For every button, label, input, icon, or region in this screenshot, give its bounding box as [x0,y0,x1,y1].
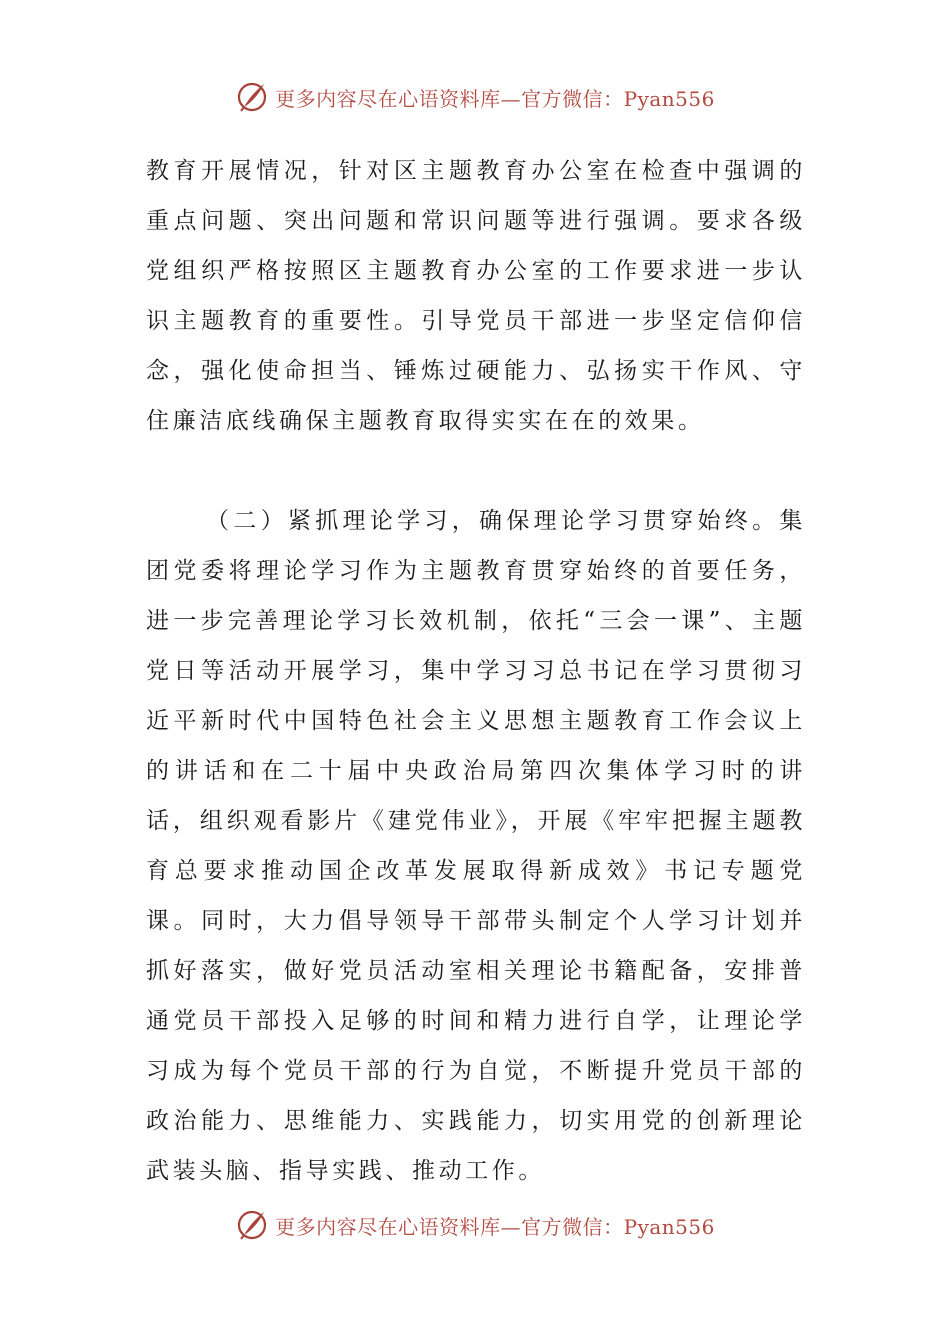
paragraph-section-two: （二）紧抓理论学习，确保理论学习贯穿始终。集团党委将理论学习作为主题教育贯穿始终的首要任务，进一步完善理论学习长效机制，依托“三会一课”、主题党日等活动开展学习，集中学习习总书记在学习贯彻习近平新时代中国特色社会主义思想主题教育工作会议上的讲话和在二十届中央政治局第四次集体学习时的讲话，组织观看影片《建党伟业》，开展《牢牢把握主题教育总要求推动国企改革发展取得新成效》书记专题党课。同时，大力倡导领导干部带头制定个人学习计划并抓好落实，做好党员活动室相关理论书籍配备，安排普通党员干部投入足够的时间和精力进行自学，让理论学习成为每个党员干部的行为自觉，不断提升党员干部的政治能力、思维能力、实践能力，切实用党的创新理论武装头脑、指导实践、推动工作。 [146,508,806,1184]
watermark-text: 更多内容尽在心语资料库—官方微信：Pyan556 [275,86,715,111]
quill-pen-icon [235,1208,269,1242]
paragraph-spacer [146,446,806,496]
quill-pen-icon [235,80,269,114]
header-watermark [0,80,950,114]
watermark-text: 更多内容尽在心语资料库—官方微信：Pyan556 [275,1214,715,1239]
footer-watermark [0,1208,950,1242]
document-body [146,146,806,1196]
paragraph-continued: 教育开展情况，针对区主题教育办公室在检查中强调的重点问题、突出问题和常识问题等进行强调。要求各级党组织严格按照区主题教育办公室的工作要求进一步认识主题教育的重要性。引导党员干部进一步坚定信仰信念，强化使命担当、锤炼过硬能力、弘扬实干作风、守住廉洁底线确保主题教育取得实实在在的效果。 [146,158,806,434]
